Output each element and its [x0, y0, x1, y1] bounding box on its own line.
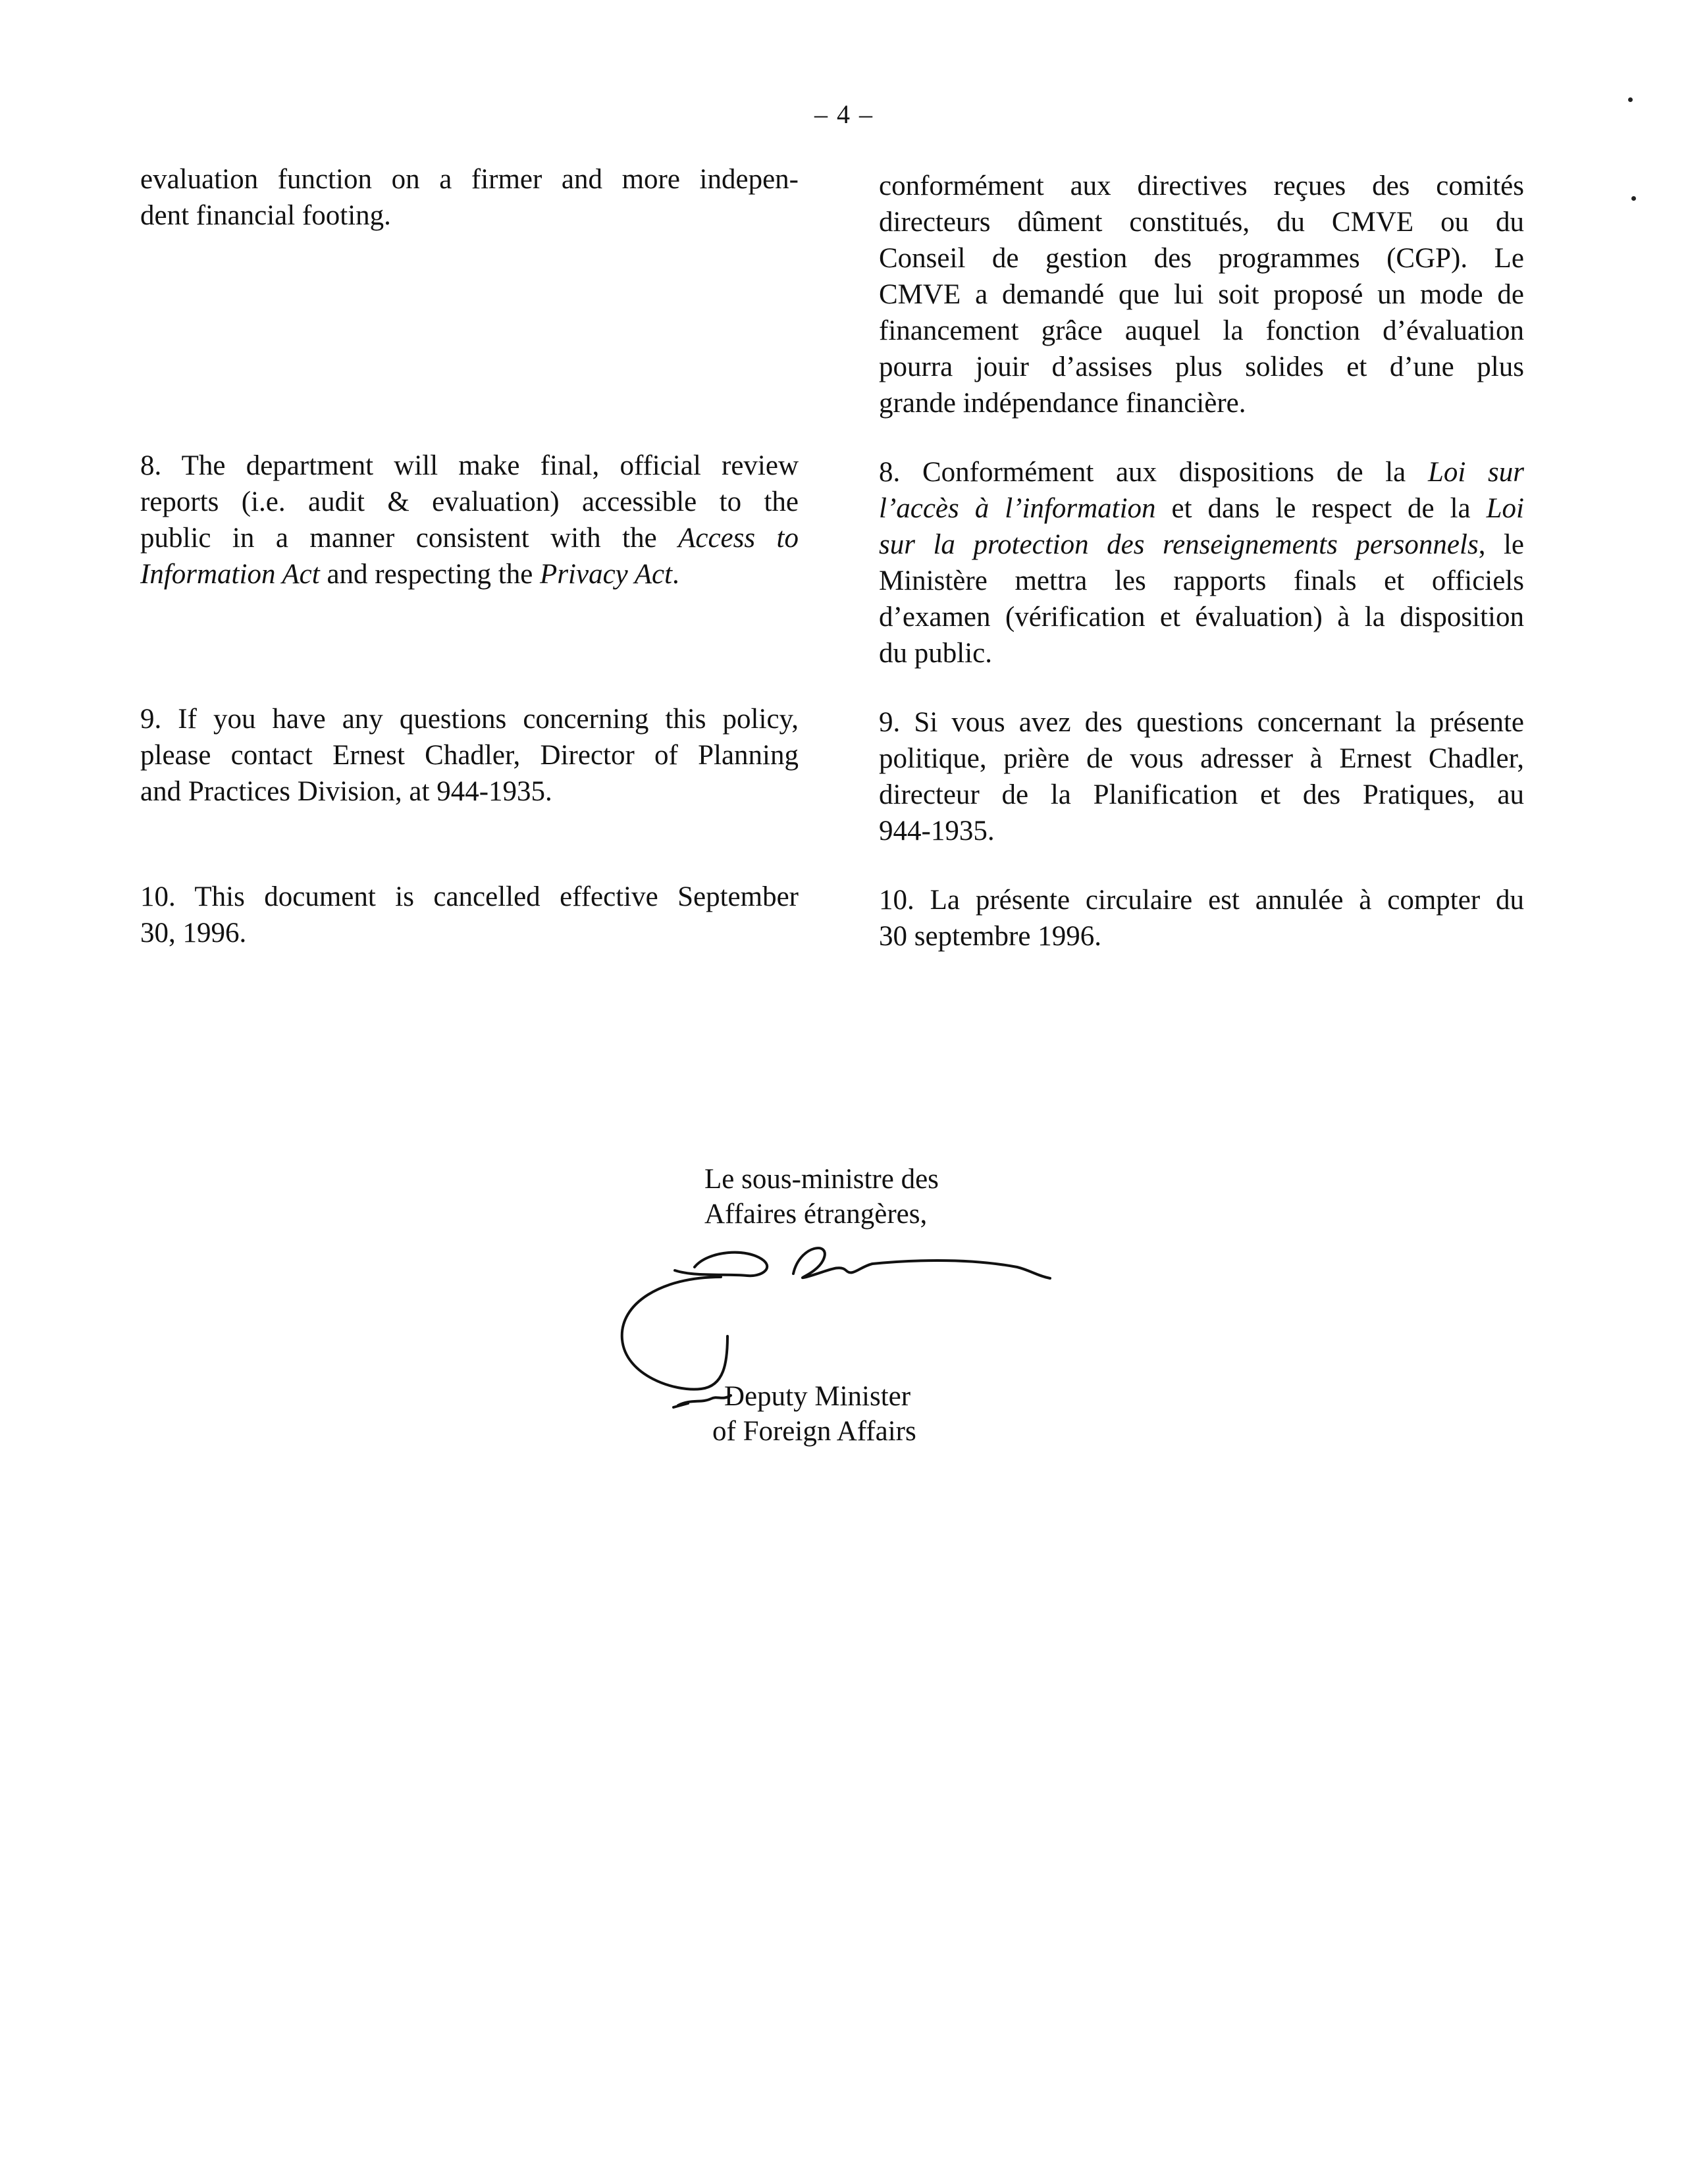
text-line: 10. La présente circulaire est annulée à compter du: [879, 885, 1524, 916]
text-line: 10. This document is cancelled effective September: [140, 881, 799, 912]
english-paragraph-10: [140, 879, 799, 951]
text-line: reports (i.e. audit & evaluation) accessible to the: [140, 486, 799, 517]
act-title: l’accès à l’information: [879, 493, 1156, 524]
english-intro-paragraph: [140, 161, 799, 234]
text-run: et dans le respect de la: [1155, 493, 1487, 524]
text-line: dent financial footing.: [140, 200, 391, 231]
text-run: and respecting the: [319, 559, 541, 590]
text-line: grande indépendance financière.: [879, 388, 1246, 419]
text-run: .: [672, 559, 679, 590]
text-run: 8. Conformément aux dispositions de la: [879, 457, 1428, 488]
act-title: Loi: [1486, 493, 1524, 524]
text-line: Conseil de gestion des programmes (CGP). Le: [879, 243, 1524, 274]
text-line: evaluation function on a firmer and more indepen-: [140, 164, 799, 195]
act-title: Privacy Act: [540, 559, 673, 590]
text-line: Affaires étrangères,: [704, 1199, 928, 1230]
french-paragraph-9: [879, 704, 1524, 849]
text-line: CMVE a demandé que lui soit proposé un mode de: [879, 279, 1524, 310]
text-line: [879, 490, 1524, 527]
text-line: 8. The department will make final, official review: [140, 450, 799, 481]
text-line: [140, 556, 799, 592]
text-run: , le: [1478, 529, 1524, 560]
text-line: and Practices Division, at 944-1935.: [140, 776, 552, 807]
text-line: directeurs dûment constitués, du CMVE ou du: [879, 207, 1524, 238]
signature-title-french: [704, 1162, 1165, 1232]
text-line: [879, 527, 1524, 563]
text-line: please contact Ernest Chadler, Director of Planning: [140, 740, 799, 771]
act-title: sur la protection des renseignements personnels: [879, 529, 1479, 560]
signature-title-english: [712, 1379, 916, 1449]
text-line: Le sous-ministre des: [704, 1164, 939, 1195]
english-paragraph-8: [140, 448, 799, 592]
text-line: 9. If you have any questions concerning this policy,: [140, 704, 799, 735]
text-line: 30 septembre 1996.: [879, 921, 1101, 952]
act-title: Loi sur: [1427, 457, 1524, 488]
text-line: politique, prière de vous adresser à Ernest Chadler,: [879, 743, 1524, 774]
text-line: Deputy Minister: [724, 1381, 911, 1412]
french-intro-paragraph: [879, 168, 1524, 421]
text-line: directeur de la Planification et des Pratiques, au: [879, 779, 1524, 810]
scan-speck: [1631, 196, 1636, 201]
scan-speck: [1628, 97, 1633, 102]
text-line: financement grâce auquel la fonction d’évaluation: [879, 315, 1524, 346]
text-line: [879, 454, 1524, 490]
english-paragraph-9: [140, 701, 799, 810]
french-paragraph-8: [879, 454, 1524, 671]
text-line: conformément aux directives reçues des comités: [879, 170, 1524, 201]
french-paragraph-10: [879, 882, 1524, 954]
text-line: of Foreign Affairs: [712, 1416, 916, 1447]
text-line: d’examen (vérification et évaluation) à la disposition: [879, 602, 1524, 633]
act-title: Access to: [678, 523, 799, 554]
text-line: du public.: [879, 638, 992, 669]
text-line: 944-1935.: [879, 816, 995, 846]
text-line: Ministère mettra les rapports finals et officiels: [879, 565, 1524, 596]
text-line: 30, 1996.: [140, 918, 247, 949]
act-title: Information Act: [140, 559, 320, 590]
text-line: pourra jouir d’assises plus solides et d’une plus: [879, 351, 1524, 382]
text-line: [140, 520, 799, 556]
page-number: – 4 –: [814, 99, 874, 129]
text-line: 9. Si vous avez des questions concernant la présente: [879, 707, 1524, 738]
text-run: public in a manner consistent with the: [140, 523, 679, 554]
